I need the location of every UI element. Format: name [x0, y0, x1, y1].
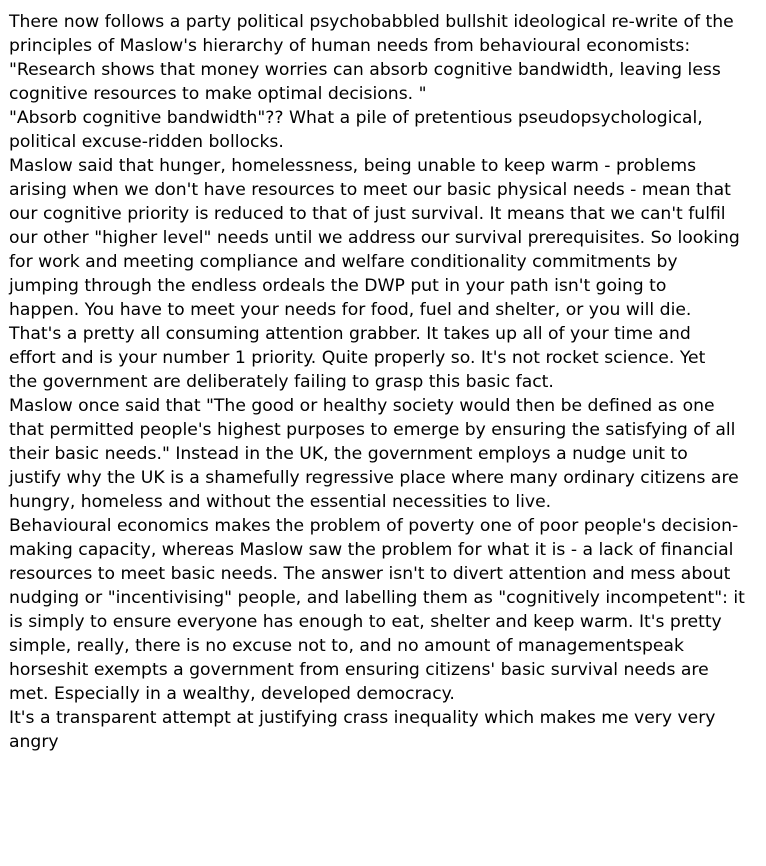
text-line: principles of Maslow's hierarchy of human needs from behavioural economists:	[9, 36, 691, 56]
text-line: arising when we don't have resources to meet our basic physical needs - mean that	[9, 180, 731, 200]
text-line: angry	[9, 732, 59, 752]
text-line: nudging or "incentivising" people, and labelling them as "cognitively incompetent": it	[9, 588, 745, 608]
text-line: our cognitive priority is reduced to that of just survival. It means that we can't fulfil	[9, 204, 726, 224]
text-line: Behavioural economics makes the problem of poverty one of poor people's decision-	[9, 516, 739, 536]
text-line: is simply to ensure everyone has enough to eat, shelter and keep warm. It's pretty	[9, 612, 722, 632]
text-line: happen. You have to meet your needs for food, fuel and shelter, or you will die.	[9, 300, 692, 320]
text-line: that permitted people's highest purposes to emerge by ensuring the satisfying of all	[9, 420, 736, 440]
text-line: cognitive resources to make optimal decisions. "	[9, 84, 427, 104]
text-line: simple, really, there is no excuse not to, and no amount of managementspeak	[9, 636, 684, 656]
text-line: justify why the UK is a shamefully regressive place where many ordinary citizens are	[9, 468, 739, 488]
text-line: There now follows a party political psychobabbled bullshit ideological re-write of the	[9, 12, 734, 32]
text-line: horseshit exempts a government from ensuring citizens' basic survival needs are	[9, 660, 709, 680]
text-line: jumping through the endless ordeals the DWP put in your path isn't going to	[9, 276, 667, 296]
text-line: making capacity, whereas Maslow saw the problem for what it is - a lack of financial	[9, 540, 734, 560]
text-line: our other "higher level" needs until we address our survival prerequisites. So looking	[9, 228, 740, 248]
text-line: resources to meet basic needs. The answer isn't to divert attention and mess about	[9, 564, 731, 584]
text-line: That's a pretty all consuming attention grabber. It takes up all of your time and	[9, 324, 691, 344]
document-body	[9, 10, 759, 754]
text-line: effort and is your number 1 priority. Quite properly so. It's not rocket science. Yet	[9, 348, 706, 368]
text-line: Maslow said that hunger, homelessness, being unable to keep warm - problems	[9, 156, 697, 176]
text-line: for work and meeting compliance and welfare conditionality commitments by	[9, 252, 678, 272]
text-line: "Absorb cognitive bandwidth"?? What a pile of pretentious pseudopsychological,	[9, 108, 703, 128]
text-line: "Research shows that money worries can absorb cognitive bandwidth, leaving less	[9, 60, 721, 80]
text-line: their basic needs." Instead in the UK, the government employs a nudge unit to	[9, 444, 688, 464]
text-line: political excuse-ridden bollocks.	[9, 132, 284, 152]
text-line: Maslow once said that "The good or healthy society would then be defined as one	[9, 396, 715, 416]
text-line: hungry, homeless and without the essential necessities to live.	[9, 492, 552, 512]
text-line: It's a transparent attempt at justifying crass inequality which makes me very very	[9, 708, 716, 728]
text-line: met. Especially in a wealthy, developed democracy.	[9, 684, 455, 704]
text-line: the government are deliberately failing to grasp this basic fact.	[9, 372, 554, 392]
